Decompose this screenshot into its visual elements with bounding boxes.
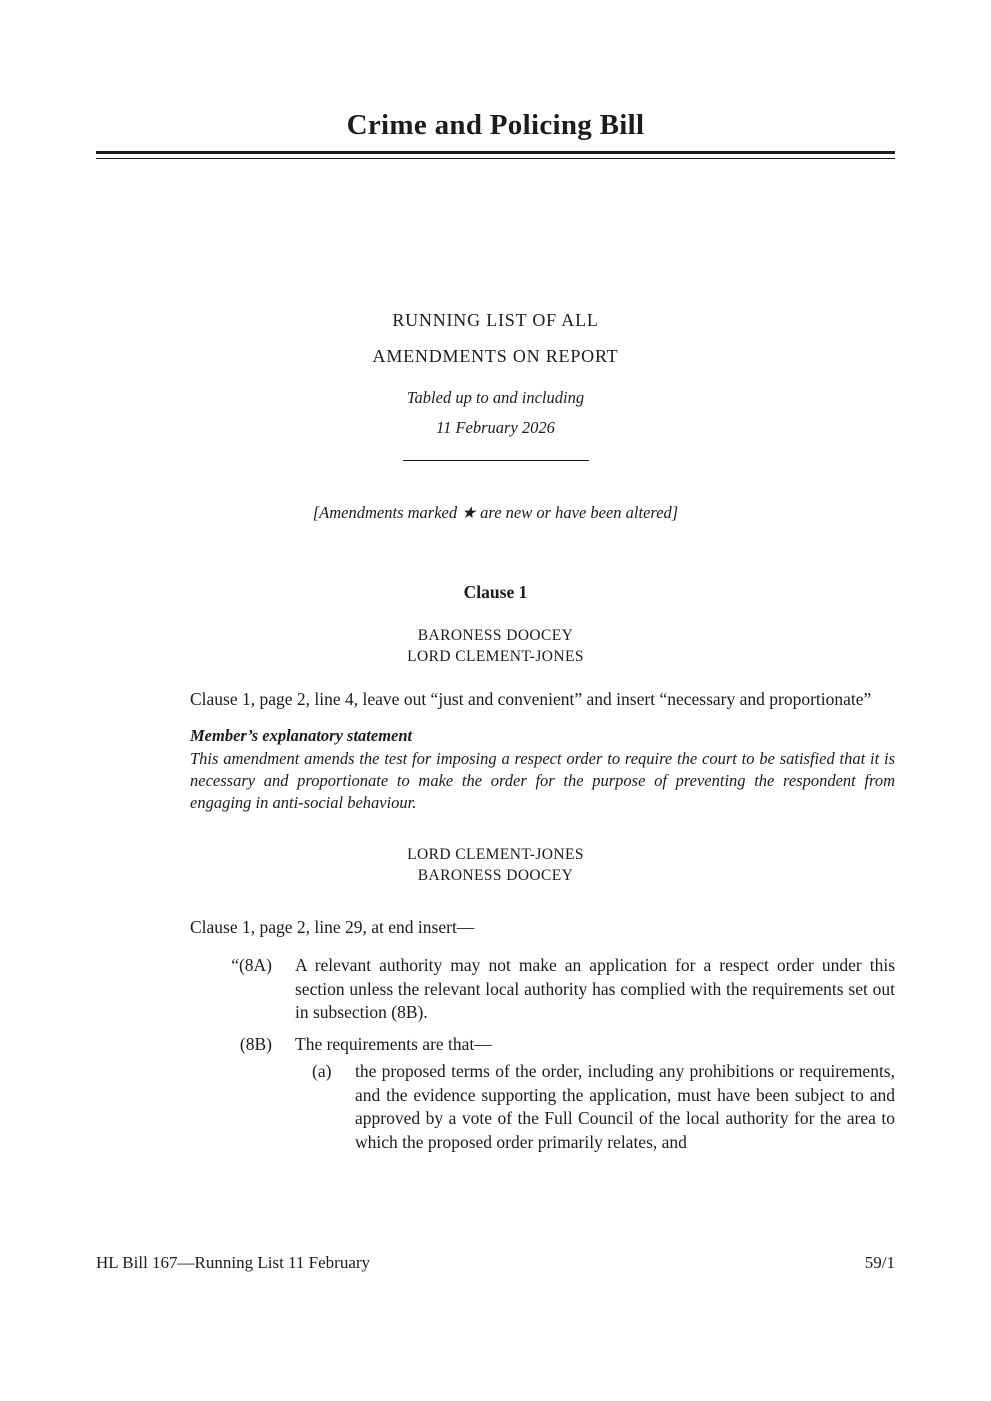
amendment1-text: Clause 1, page 2, line 4, leave out “just and convenient” and insert “necessary and proportionate” xyxy=(190,689,872,709)
provision-8B xyxy=(200,1033,895,1057)
amendment2-lead: Clause 1, page 2, line 29, at end insert— xyxy=(190,916,475,937)
clause-1-heading: Clause 1 xyxy=(463,582,528,602)
provision-8A xyxy=(200,954,895,1025)
sponsor-name: BARONESS DOOCEY xyxy=(417,627,574,644)
page-footer xyxy=(96,1252,895,1274)
footer-bill-reference: HL Bill 167—Running List 11 February xyxy=(96,1253,371,1272)
provision-label: (8B) xyxy=(239,1033,272,1054)
title-rule xyxy=(96,151,895,159)
footer-page-number: 59/1 xyxy=(864,1253,895,1272)
tabled-note-line1: Tabled up to and including xyxy=(406,388,585,407)
amendment1-sponsors xyxy=(96,625,895,667)
provision-text: A relevant authority may not make an application for a respect order under this section unless the relevant local authority has complied with the requirements set out in subsection (8B). xyxy=(295,955,895,1022)
sponsor-name: LORD CLEMENT-JONES xyxy=(407,845,584,863)
sponsor-name: LORD CLEMENT-JONES xyxy=(407,648,584,665)
amendment2-sponsors xyxy=(96,844,895,886)
provision-8B-a xyxy=(312,1060,895,1154)
provision-text: The requirements are that— xyxy=(295,1033,492,1054)
amendments-marked-note: [Amendments marked ★ are new or have been altered] xyxy=(312,503,679,522)
provision-text: the proposed terms of the order, including any prohibitions or requirements, and the evidence supporting the application, must have been subject to and approved by a vote of the Full Council of the local authority for the area to which the proposed order primarily relates, and xyxy=(355,1061,895,1152)
provision-label: (a) xyxy=(312,1061,332,1081)
explanatory-statement-text: This amendment amends the test for imposing a respect order to require the court to be satisfied that it is necessary and proportionate to make the order for the purpose of preventing the respondent from engaging in anti-social behaviour. xyxy=(190,748,895,812)
document-title: Crime and Policing Bill xyxy=(346,109,645,141)
running-list-heading-line2: AMENDMENTS ON REPORT xyxy=(372,346,619,366)
separator-rule xyxy=(403,460,589,461)
provision-label: “(8A) xyxy=(231,955,272,975)
sponsor-name: BARONESS DOOCEY xyxy=(417,866,574,884)
explanatory-statement-heading: Member’s explanatory statement xyxy=(190,725,413,745)
tabled-note-line2: 11 February 2026 xyxy=(436,418,555,437)
running-list-heading-line1: RUNNING LIST OF ALL xyxy=(392,310,599,330)
